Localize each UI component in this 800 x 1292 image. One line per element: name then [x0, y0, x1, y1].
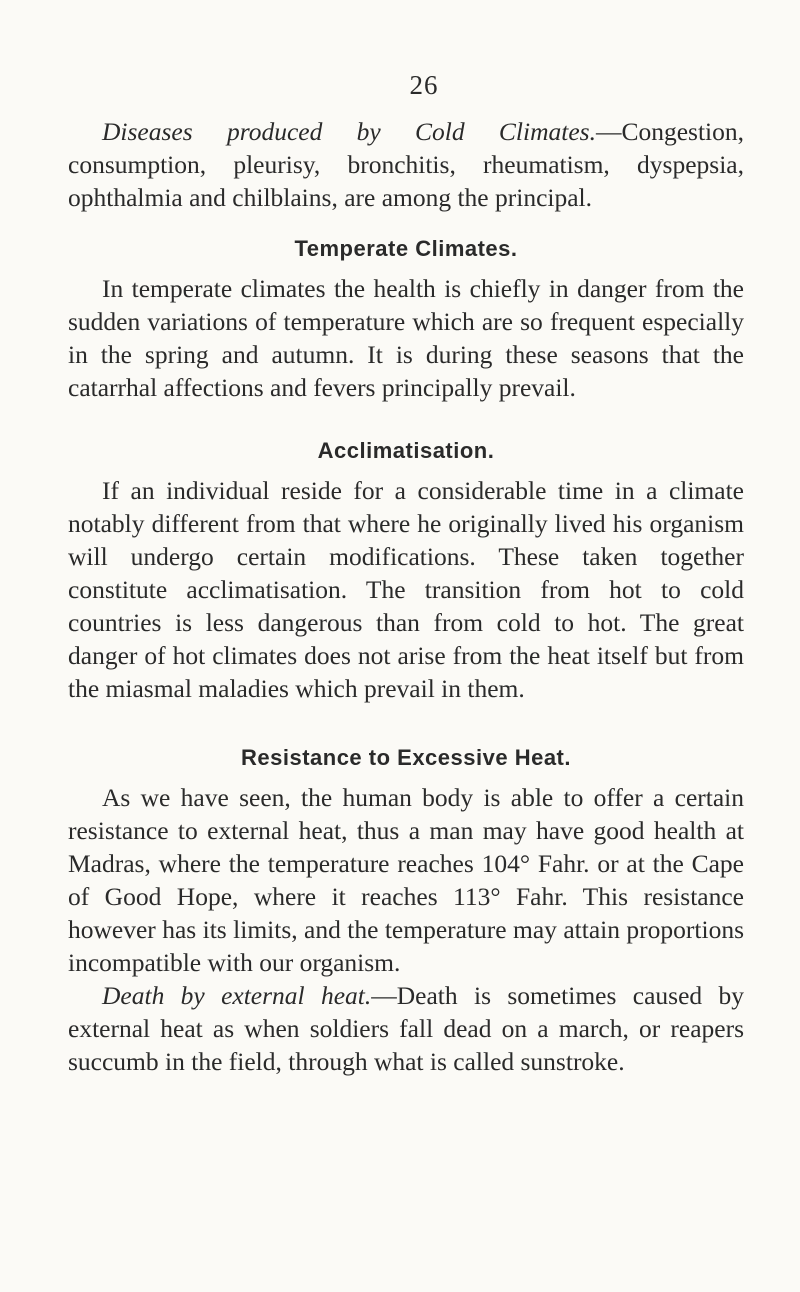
page-number: 26 — [409, 70, 439, 100]
acclimatisation-heading: Acclimatisation. — [317, 438, 495, 463]
acclimatisation-paragraph: If an individual reside for a considerable time in a climate notably different from that where he originally lived his organism will undergo certain modifications. These taken together constitute acclimatisation. The transition from hot to cold countries is less dangerous than from cold to hot. The great danger of hot climates does not arise from the heat itself but from the miasmal maladies which prevail in them. — [68, 476, 744, 703]
death-by-heat-lead: Death by external heat. — [102, 981, 372, 1010]
death-by-heat-paragraph — [68, 979, 744, 1078]
resistance-paragraph: As we have seen, the human body is able to offer a certain resistance to external heat, thus a man may have good health at Madras, where the temperature reaches 104° Fahr. or at the Cape of Good Hope, where it reaches 113° Fahr. This resistance however has its limits, and the temperature may attain proportions incompatible with our organism. — [68, 783, 744, 977]
temperate-climates-paragraph: In temperate climates the health is chiefly in danger from the sudden variations of temperature which are so frequent especially in the spring and autumn. It is during these seasons that the catarrhal affections and fevers principally prevail. — [68, 274, 744, 402]
cold-climates-lead: Diseases produced by Cold Climates. — [102, 117, 596, 146]
death-by-heat-text: —Death is sometimes caused by external heat as when soldiers fall dead on a march, or reapers succumb in the field, through what is called sunstroke. — [68, 981, 744, 1076]
cold-climates-text: —Congestion, consumption, pleurisy, bronchitis, rheumatism, dyspepsia, ophthalmia and chilblains, are among the principal. — [68, 117, 744, 212]
resistance-heading: Resistance to Excessive Heat. — [240, 745, 571, 770]
cold-climates-paragraph — [68, 115, 744, 214]
book-page — [68, 70, 744, 1078]
temperate-climates-heading: Temperate Climates. — [294, 236, 518, 261]
